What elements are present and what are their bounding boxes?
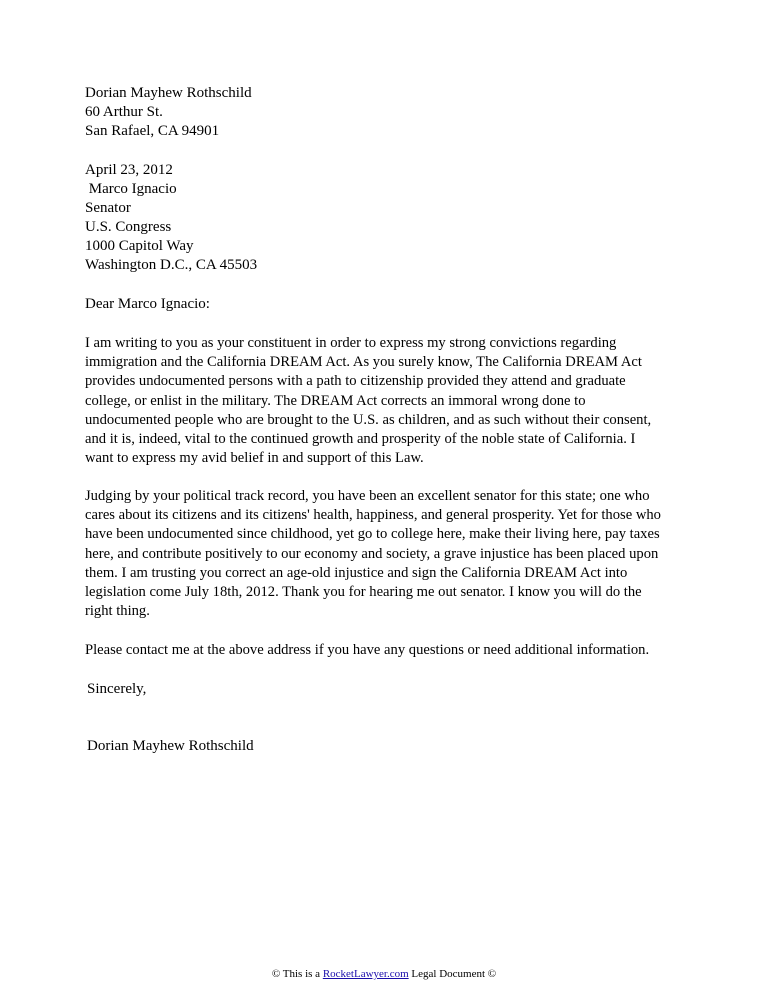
sender-street: 60 Arthur St.	[85, 104, 163, 120]
letter-date: April 23, 2012	[85, 162, 173, 178]
paragraph-line: want to express my avid belief in and support of this Law.	[85, 450, 424, 467]
paragraph-line: here, and contribute positively to our economy and society, a grave injustice has been placed upon	[85, 545, 659, 562]
recipient-city: Washington D.C., CA 45503	[85, 257, 258, 273]
rocketlawyer-link[interactable]: RocketLawyer.com	[322, 968, 409, 980]
paragraph-line: right thing.	[85, 603, 150, 620]
paragraph-line: provides undocumented persons with a path to citizenship provided they attend and graduate	[85, 373, 626, 390]
body-paragraph-2	[85, 487, 685, 621]
footer	[0, 967, 768, 981]
recipient-name: Marco Ignacio	[85, 181, 177, 197]
signature	[87, 737, 687, 756]
paragraph-line: Please contact me at the above address if you have any questions or need additional information.	[85, 642, 650, 658]
paragraph-line: undocumented people who are brought to the U.S. as children, and as such without their consent,	[85, 411, 652, 428]
paragraph-line: them. I am trusting you correct an age-old injustice and sign the California DREAM Act into	[85, 564, 628, 581]
sender-address	[85, 84, 685, 141]
date-and-recipient	[85, 161, 685, 275]
recipient-street: 1000 Capitol Way	[85, 238, 194, 254]
footer-prefix: © This is a	[271, 968, 323, 980]
signature-name: Dorian Mayhew Rothschild	[87, 738, 254, 754]
paragraph-line: I am writing to you as your constituent in order to express my strong convictions regarding	[85, 335, 617, 351]
footer-suffix: Legal Document ©	[408, 968, 497, 980]
paragraph-line: Judging by your political track record, you have been an excellent senator for this state; one who	[85, 488, 650, 504]
sender-name: Dorian Mayhew Rothschild	[85, 85, 252, 101]
paragraph-line: have been undocumented since childhood, yet go to college here, make their living here, pay taxes	[85, 526, 660, 543]
paragraph-line: legislation come July 18th, 2012. Thank you for hearing me out senator. I know you will do the	[85, 584, 642, 601]
recipient-title: Senator	[85, 200, 131, 216]
sender-city: San Rafael, CA 94901	[85, 123, 220, 139]
body-paragraph-3	[85, 641, 685, 660]
closing-text: Sincerely,	[87, 681, 147, 697]
paragraph-line: immigration and the California DREAM Act. As you surely know, The California DREAM Act	[85, 354, 642, 371]
salutation-text: Dear Marco Ignacio:	[85, 296, 210, 312]
paragraph-line: and it is, indeed, vital to the continued growth and prosperity of the noble state of California. I	[85, 431, 636, 448]
paragraph-line: college, or enlist in the military. The DREAM Act corrects an immoral wrong done to	[85, 392, 586, 409]
body-paragraph-1	[85, 334, 685, 468]
closing	[87, 680, 687, 699]
paragraph-line: cares about its citizens and its citizens' health, happiness, and general prosperity. Yet for those who	[85, 507, 661, 524]
recipient-organization: U.S. Congress	[85, 219, 172, 235]
salutation	[85, 295, 685, 314]
